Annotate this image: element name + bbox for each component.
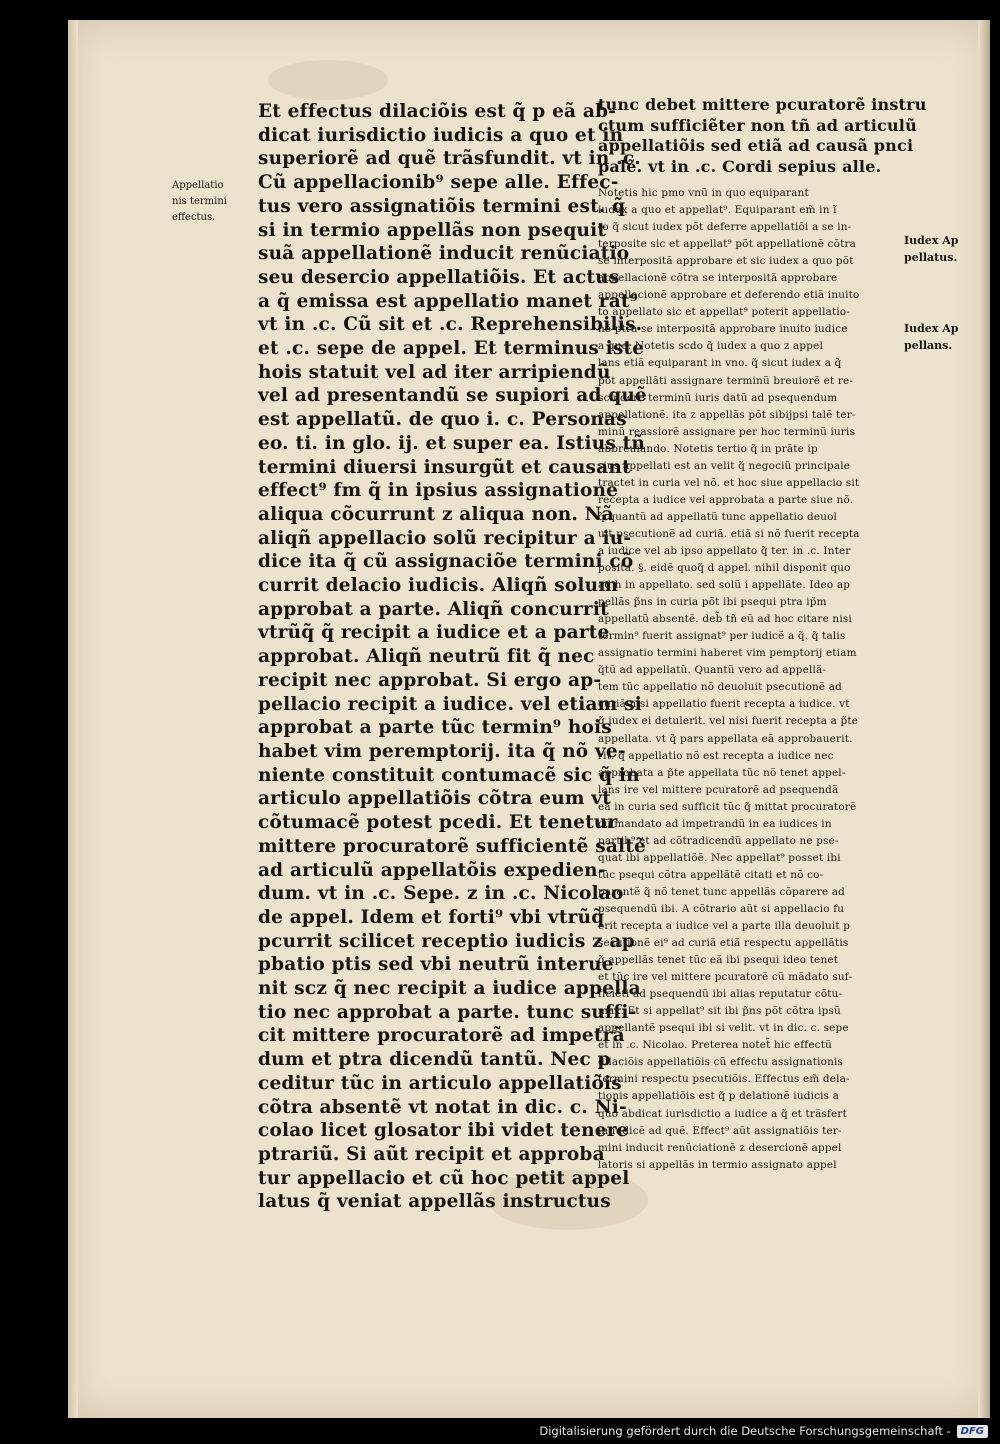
text-line: et tũc ire vel mittere pcuratorẽ cũ mãdato suf‐ xyxy=(598,971,853,984)
margin-note-line: Iudex Ap xyxy=(904,322,959,335)
text-line: quo abdicat iurisdictio a iudice a q̃ et trãsfert xyxy=(598,1107,847,1120)
digitization-footer xyxy=(539,1422,988,1440)
text-line: pcurrit scilicet receptio iudicis z ap xyxy=(258,930,635,952)
text-line: de appel. Idem et forti⁹ vbi vtrũq̃ xyxy=(258,906,605,928)
text-line: suã appellationẽ inducit renũciatio xyxy=(258,243,630,265)
text-column-right xyxy=(598,185,908,1174)
text-line: cõtra absentẽ vt notat in dic. c. Ni‐ xyxy=(258,1096,627,1118)
text-line: tractet in curia vel nõ. et hoc siue appellacio sit xyxy=(598,476,860,489)
text-line: dicat iurisdictio iudicis a quo et in xyxy=(258,124,624,146)
text-line: approbat a parte tũc termin⁹ hois xyxy=(258,717,612,739)
text-line: termin⁹ fuerit assignat⁹ per iudicẽ a q̃. q̃ talis xyxy=(598,630,846,643)
text-line: Et effectus dilaciõis est q̃ p eã ab‐ xyxy=(258,101,617,122)
text-column-left xyxy=(258,100,647,1214)
text-line: iudex a quo et appellat⁹. Equiparant em̃ in ĩ xyxy=(598,204,837,217)
text-line: lans etiã equiparant in vno. q̃ sicut iudex a q̃ xyxy=(598,357,842,370)
text-line: approbat a parte. Aliqñ concurrit xyxy=(258,598,609,620)
text-column-right-heading xyxy=(598,95,927,177)
text-line: palẽ. vt in .c. Cordi sepius alle. xyxy=(598,156,882,176)
text-line: tio nec approbat a parte. tunc suffi‐ xyxy=(258,1001,637,1023)
text-line: terposite sic et appellat⁹ põt appellationẽ cõtra xyxy=(598,238,857,251)
text-line: et in .c. Nicolao. Preterea notet̃ hic effectũ xyxy=(598,1039,832,1052)
text-line: pellacio recipit a iudice. vel etiam si xyxy=(258,693,642,715)
margin-note-appellationis xyxy=(172,178,252,226)
text-line: superiorẽ ad quẽ trãsfundit. vt in .c. xyxy=(258,148,641,170)
text-line: in iudicẽ ad quẽ. Effect⁹ aũt assignatiõis ter‐ xyxy=(598,1124,842,1137)
text-line: q̃ iudex ei detulerit. vel nisi fuerit recepta a p̃te xyxy=(598,715,859,728)
text-line: si in termio appellãs non psequit xyxy=(258,219,607,241)
page-edge xyxy=(978,20,990,1418)
text-line: dilaciõis appellatiõis cũ effectu assignationis xyxy=(598,1056,844,1069)
text-line: appellacionẽ cõtra se interpositã approbare xyxy=(598,272,838,285)
dfg-logo: DFG xyxy=(957,1425,988,1438)
text-line: rit. q̃ appellatio nõ est recepta a iudice nec xyxy=(598,749,834,762)
text-line: latus q̃ veniat appellãs instructus xyxy=(258,1191,611,1213)
margin-note-line: effectus. xyxy=(172,212,216,223)
text-line: appellatiõis sed etiã ad causã pnci xyxy=(598,136,914,155)
text-line: aliqua cõcurrunt z aliqua non. Nã xyxy=(258,503,614,525)
text-line: eã in curia sed sufficit tũc q̃ mittat procuratorẽ xyxy=(598,800,857,813)
text-line: Notetis hic pmo vnũ in quo equiparant xyxy=(598,187,809,199)
text-line: ptrariũ. Si aũt recipit et approba xyxy=(258,1143,605,1165)
margin-note-iudex-appellatus xyxy=(904,232,989,266)
text-line: aliqñ appellacio solũ recipitur a iu‐ xyxy=(258,527,632,549)
text-line: ceditur tũc in articulo appellatiõis xyxy=(258,1072,622,1094)
margin-note-line: Iudex Ap xyxy=(904,234,959,247)
text-line: curiã nisi appellatio fuerit recepta a iudice. vt xyxy=(598,698,850,711)
text-line: minũ reassiorẽ assignare per hoc terminũ iuris xyxy=(598,425,856,438)
text-line: eo. ti. in glo. ij. et super ea. Istius tñ xyxy=(258,432,645,454)
text-line: appellationẽ. ita z appellãs põt sibijpsi talẽ ter‐ xyxy=(598,408,856,421)
text-line: tunc debet mittere pcuratorẽ instru xyxy=(598,95,927,114)
text-line: et .c. sepe de appel. Et terminus iste xyxy=(258,338,645,360)
margin-note-line: pellans. xyxy=(904,339,953,352)
text-line: põt appellãti assignare terminũ breuiorẽ et re‐ xyxy=(598,374,854,387)
text-line: tũc psequi cõtra appellãtẽ citati et nõ co‐ xyxy=(598,868,824,881)
text-line: recepta a iudice vel approbata a parte siue nõ. xyxy=(598,493,854,506)
text-line: termini respectu psecutiõis. Effectus em̃ dela‐ xyxy=(598,1073,850,1086)
text-line: parentẽ q̃ nõ tenet tunc appellãs cõparere ad xyxy=(598,885,846,898)
text-line: tus vero assignatiõis termini est. q̃ xyxy=(258,195,626,217)
text-line: mittere procuratorẽ sufficientẽ saltẽ xyxy=(258,835,646,857)
text-line: ad h in appellato. sed solũ i appellãte. Ideo ap xyxy=(598,579,851,592)
text-line: appellantẽ psequi ibi si velit. vt in dic. c. sepe xyxy=(598,1022,849,1035)
text-line: max. Et si appellat⁹ sit ibi p̃ns põt cõtra ipsũ xyxy=(598,1005,841,1018)
text-line: mini inducit renũciationẽ z desercionẽ appel xyxy=(598,1141,842,1154)
text-line: posita. §. eidẽ quoq̃ d appel. nihil disponit quo xyxy=(598,562,851,575)
text-line: ad articulũ appellatõis expedien‐ xyxy=(258,859,606,881)
text-line: latoris si appellãs in termio assignato appel xyxy=(598,1158,837,1171)
book-page xyxy=(68,20,990,1418)
text-line: sius appellati est an velit q̃ negociũ principale xyxy=(598,459,851,472)
margin-note-iudex-appellans xyxy=(904,320,989,354)
text-line: effect⁹ fm q̃ in ipsius assignatione xyxy=(258,480,619,502)
text-line: appellacionẽ approbare et deferendo etiã inuito xyxy=(598,289,860,302)
text-line: termini diuersi insurgũt et causant xyxy=(258,456,631,478)
text-line: tionis appellatiõis est q̃ p delationẽ iudicis a xyxy=(598,1090,840,1103)
text-line: nit scz q̃ nec recipit a iudice appella xyxy=(258,978,641,1000)
text-line: secutionẽ ei⁹ ad curiã etiã respectu appellãtis xyxy=(598,937,849,950)
text-line: tur appellacio et cũ hoc petit appel xyxy=(258,1167,630,1189)
text-line: Cũ appellacionib⁹ sepe alle. Effec‐ xyxy=(258,172,619,194)
text-line: pbatio ptis sed vbi neutrũ interue xyxy=(258,954,614,976)
text-line: psequendũ ibi. A cõtrario aũt si appellacio fu xyxy=(598,902,845,915)
text-line: to q̃ sicut iudex põt deferre appellatiõi a se in‐ xyxy=(598,221,852,234)
text-line: lans ire vel mittere pcuratorẽ ad psequendã xyxy=(598,783,839,796)
text-line: dum et ptra dicendũ tantũ. Nec p xyxy=(258,1049,611,1071)
text-line: niente constituit contumacẽ sic q̃ in xyxy=(258,764,640,786)
text-line: a iudice vel ab ipso appellato q̃ ter. in .c. Inter xyxy=(598,544,851,557)
text-line: approbata a p̃te appellata tũc nõ tenet appel‐ xyxy=(598,766,846,779)
text-line: a q̃ emissa est appellatio manet rat⁹ xyxy=(258,290,638,312)
text-line: nẽ ptra se interpositã approbare inuito iudice xyxy=(598,323,848,336)
text-line: quat ibi appellatiõẽ. Nec appellat⁹ posset ibi xyxy=(598,851,841,864)
text-line: tem tũc appellatio nõ deuoluit psecutionẽ ad xyxy=(598,681,843,694)
text-line: approbat. Aliqñ neutrũ fit q̃ nec xyxy=(258,646,595,668)
text-line: q̃ quantũ ad appellatũ tunc appellatio deuol xyxy=(598,510,838,523)
text-line: pellãs p̃ns in curia põt ibi psequi ptra ip̃m xyxy=(598,596,827,609)
page-gutter-shadow xyxy=(68,20,78,1418)
text-line: dum. vt in .c. Sepe. z in .c. Nicolao xyxy=(258,883,624,905)
text-line: a quo. Notetis scdo q̃ iudex a quo z appel xyxy=(598,340,823,353)
text-line: ficiẽti ad psequendũ ibi alias reputatur cõtu‐ xyxy=(598,988,843,1001)
margin-note-line: nis termini xyxy=(172,196,227,207)
text-line: cõtumacẽ potest pcedi. Et tenetur xyxy=(258,812,618,834)
footer-credit-text: Digitalisierung gefördert durch die Deutsche Forschungsgemeinschaft - xyxy=(539,1424,951,1438)
text-line: assignatio termini haberet vim pemptorij etiam xyxy=(598,647,857,660)
text-line: scindere terminũ iuris datũ ad psequendum xyxy=(598,391,838,404)
text-line: vtrũq̃ q̃ recipit a iudice et a parte xyxy=(258,622,610,644)
text-line: erit recepta a iudice vel a parte illa deuoluit p xyxy=(598,920,851,933)
text-line: vt in .c. Cũ sit et .c. Reprehensibilis. xyxy=(258,314,643,336)
text-line: seu desercio appellatiõis. Et actus xyxy=(258,266,620,288)
text-line: se interpositã approbare et sic iudex a quo põt xyxy=(598,255,854,268)
text-line: est appellatũ. de quo i. c. Personas xyxy=(258,409,627,431)
text-line: appellatũ absentẽ. deb̃ tñ eũ ad hoc citare nisi xyxy=(598,613,852,626)
margin-note-line: pellatus. xyxy=(904,251,958,264)
text-line: uit psecutionẽ ad curiã. etiã si nõ fuerit recepta xyxy=(598,527,860,540)
text-line: q̃tũ ad appellatũ. Quantũ vero ad appellã‐ xyxy=(598,664,827,677)
text-line: cũ mandato ad impetrandũ in ea iudices in xyxy=(598,817,832,830)
text-line: vel ad presentandũ se supiori ad quẽ xyxy=(258,385,647,407)
text-line: articulo appellatiõis cõtra eum vt xyxy=(258,788,611,810)
text-line: ctum sufficiẽter non tñ ad articulũ xyxy=(598,115,917,135)
text-line: recipit nec approbat. Si ergo ap‐ xyxy=(258,669,602,691)
text-line: partib⁹ et ad cõtradicendũ appellato ne pse‐ xyxy=(598,834,839,847)
margin-note-line: Appellatio xyxy=(172,180,224,191)
text-line: currit delacio iudicis. Aliqñ solum xyxy=(258,575,619,597)
text-line: q̃ appellãs tenet tũc eã ibi psequi ideo tenet xyxy=(598,954,839,967)
text-line: cit mittere procuratorẽ ad impetrã xyxy=(258,1025,625,1047)
text-line: dice ita q̃ cũ assignaciõe termini cõ xyxy=(258,551,634,573)
paper-stain xyxy=(268,60,388,100)
text-line: appellata. vt q̃ pars appellata eã approbauerit. xyxy=(598,732,853,745)
text-line: colao licet glosator ibi videt tenere xyxy=(258,1120,629,1142)
text-line: abbreuiando. Notetis tertio q̃ in prãte ip xyxy=(598,442,818,455)
text-line: habet vim peremptorij. ita q̃ nõ ve‐ xyxy=(258,740,626,762)
text-line: to appellato sic et appellat⁹ poterit appellatio‐ xyxy=(598,306,851,319)
text-line: hois statuit vel ad iter arripiendũ xyxy=(258,361,611,383)
